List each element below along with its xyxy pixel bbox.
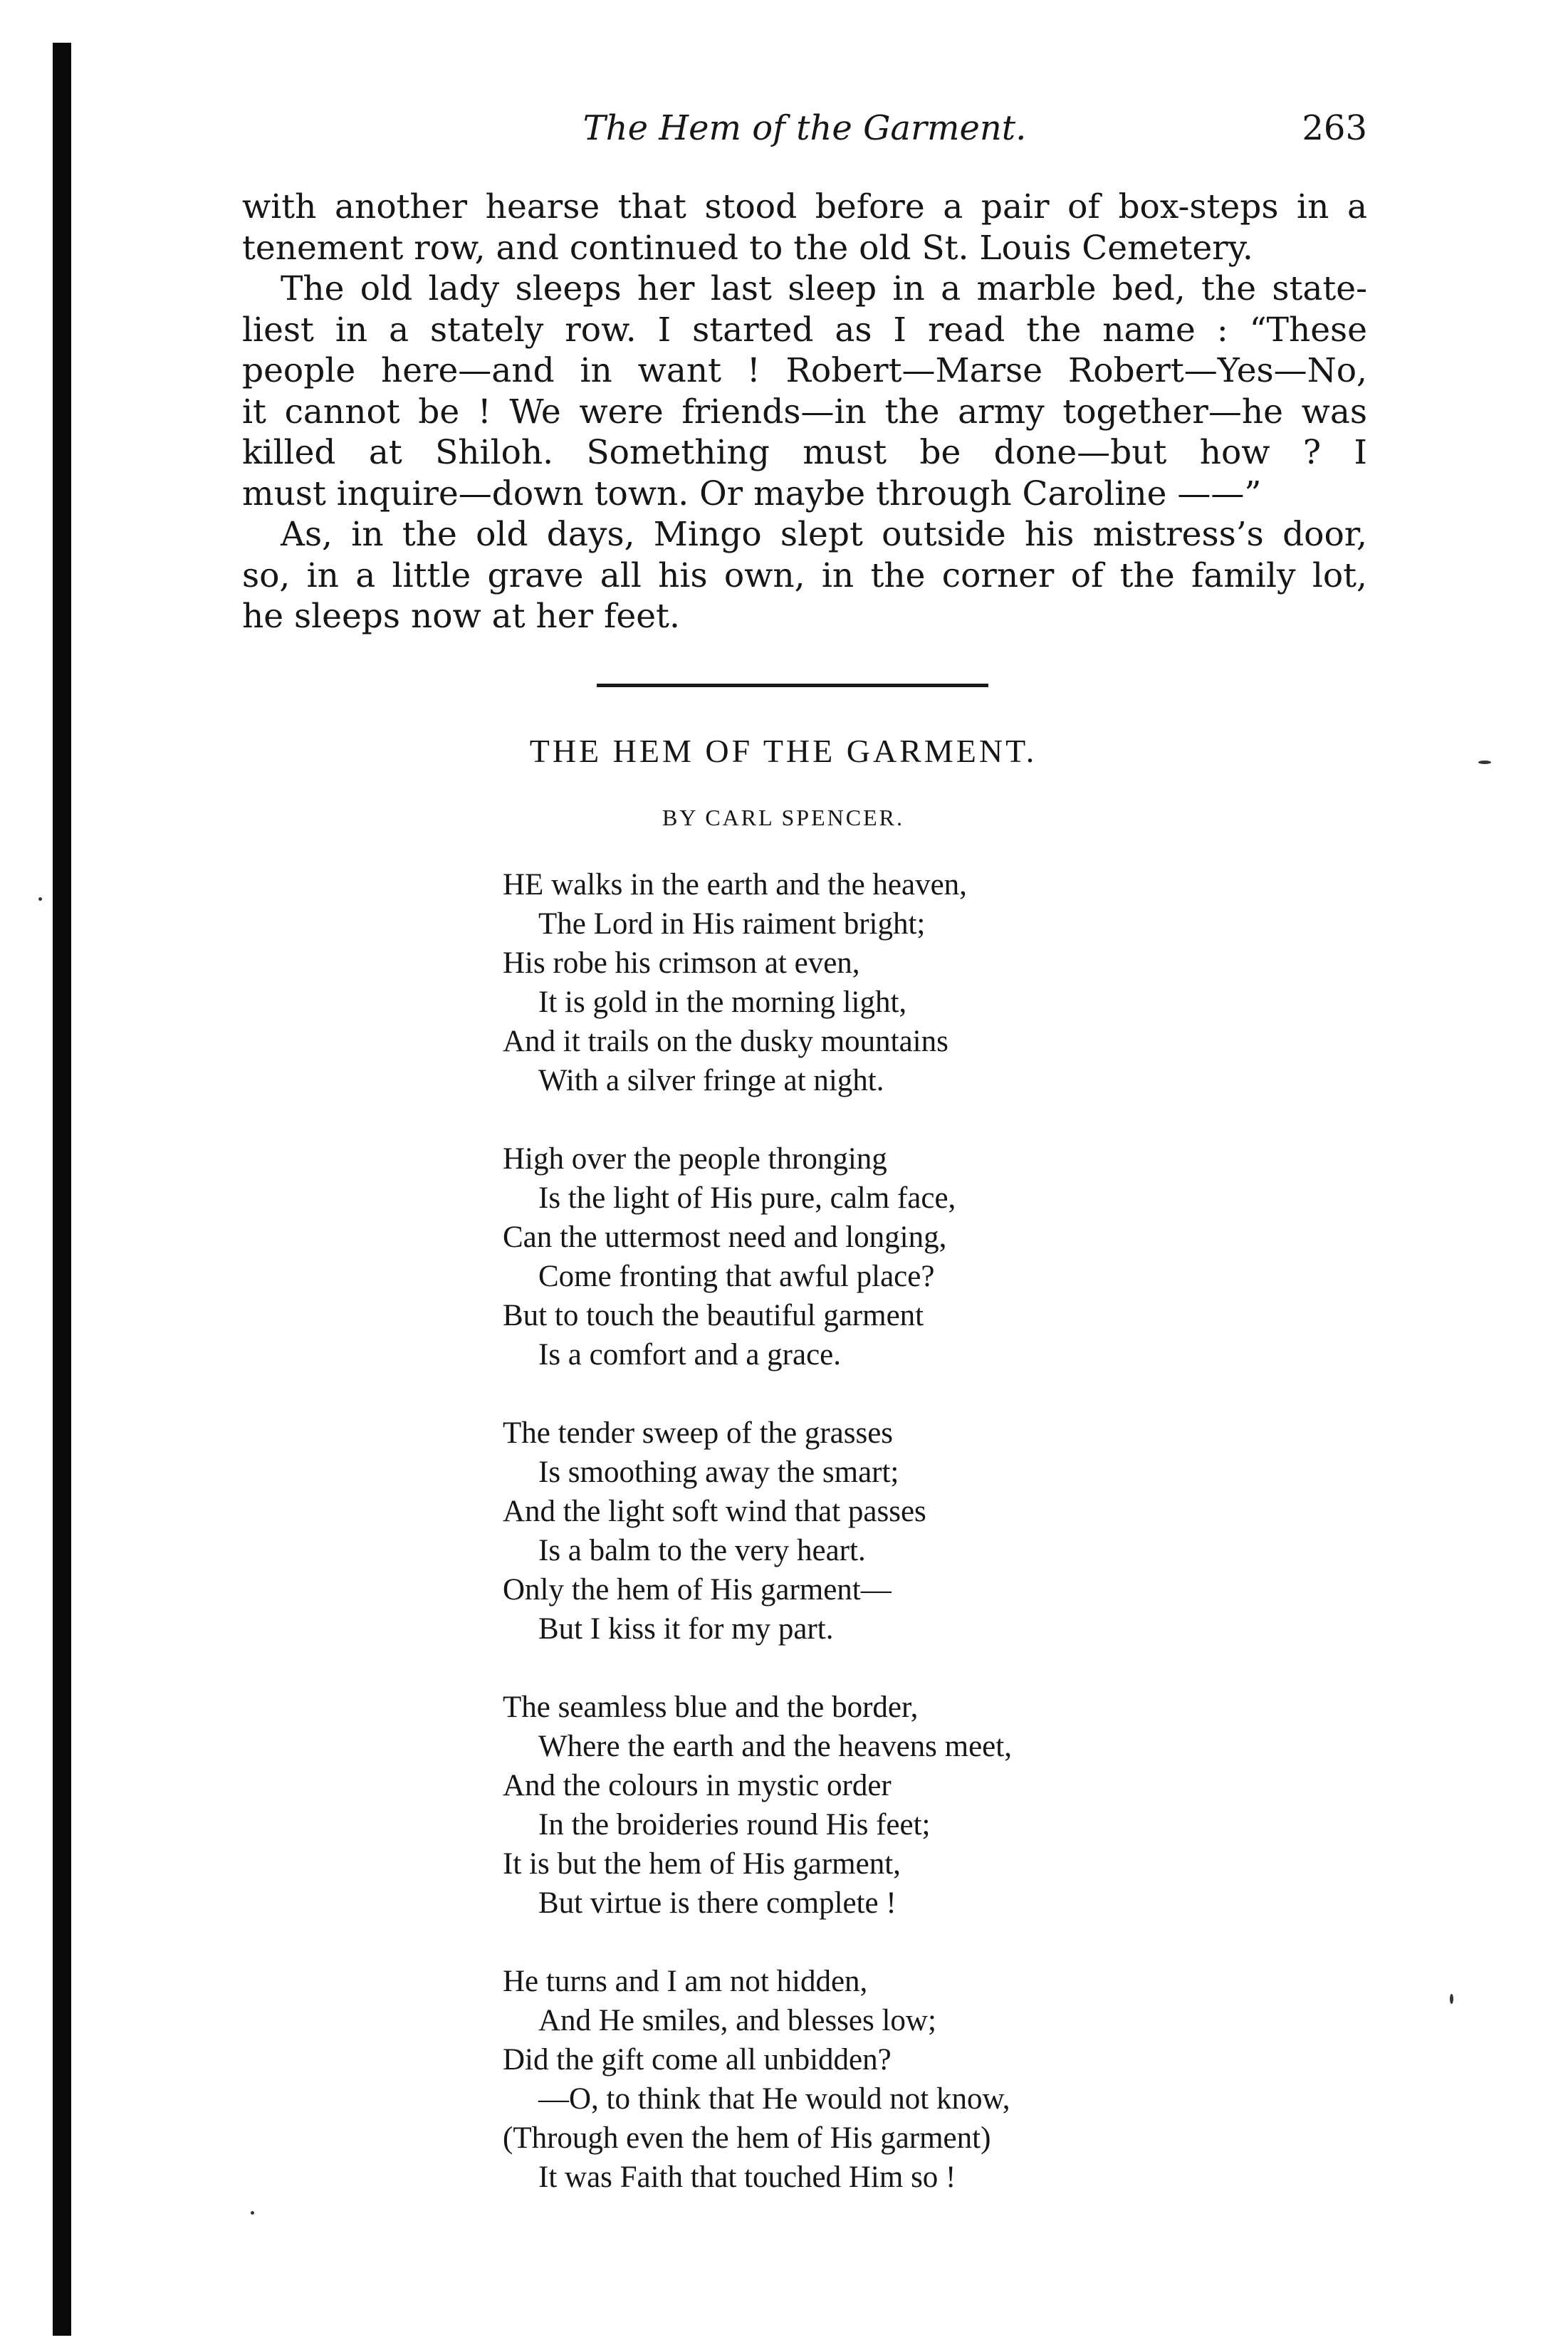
verse-line: It was Faith that touched Him so ! xyxy=(538,2161,956,2194)
page-spine-shadow xyxy=(53,43,71,2336)
running-title: The Hem of the Garment. xyxy=(582,108,1027,148)
stanza xyxy=(503,1139,1428,1374)
prose-line: killed at Shiloh. Something must be done—but how ? I xyxy=(242,433,1367,472)
scan-speck xyxy=(1478,761,1491,764)
verse-line: (Through even the hem of His garment) xyxy=(503,2121,991,2155)
prose-line: must inquire—down town. Or maybe through Caroline ——” xyxy=(242,474,1262,513)
verse-line: But to touch the beautiful garment xyxy=(503,1299,924,1332)
verse-line: It is gold in the morning light, xyxy=(538,986,907,1019)
verse-line: It is but the hem of His garment, xyxy=(503,1847,901,1881)
verse-line: But I kiss it for my part. xyxy=(538,1612,834,1646)
verse-line: With a silver fringe at night. xyxy=(538,1064,884,1097)
running-head xyxy=(242,100,1367,164)
stanza xyxy=(503,1962,1428,2197)
poem-body xyxy=(503,865,1428,2236)
prose-passage xyxy=(242,187,1367,637)
verse-line: Where the earth and the heavens meet, xyxy=(538,1730,1012,1763)
prose-line: tenement row, and continued to the old St. Louis Cemetery. xyxy=(242,228,1253,268)
verse-line: HE walks in the earth and the heaven, xyxy=(503,868,967,902)
poem-author: BY CARL SPENCER. xyxy=(662,805,904,830)
verse-line: Only the hem of His garment— xyxy=(503,1573,892,1607)
verse-line: And it trails on the dusky mountains xyxy=(503,1025,948,1058)
verse-line: Is a comfort and a grace. xyxy=(538,1338,842,1372)
verse-line: And the colours in mystic order xyxy=(503,1769,892,1802)
verse-line: Is smoothing away the smart; xyxy=(538,1456,899,1489)
prose-line: liest in a stately row. I started as I read the name : “These xyxy=(242,310,1367,350)
verse-line: Come fronting that awful place? xyxy=(538,1260,935,1293)
prose-line: people here—and in want ! Robert—Marse Robert—Yes—No, xyxy=(242,351,1367,390)
prose-line: with another hearse that stood before a pair of box-steps in a xyxy=(242,187,1367,226)
page-number: 263 xyxy=(1302,108,1367,148)
stanza xyxy=(503,865,1428,1100)
verse-line: The seamless blue and the border, xyxy=(503,1691,919,1724)
prose-line: The old lady sleeps her last sleep in a marble bed, the state- xyxy=(281,269,1367,308)
prose-line: so, in a little grave all his own, in the corner of the family lot, xyxy=(242,555,1367,595)
stanza xyxy=(503,1414,1428,1649)
verse-line: And the light soft wind that passes xyxy=(503,1495,926,1528)
section-divider xyxy=(597,684,988,687)
poem-title: THE HEM OF THE GARMENT. xyxy=(529,733,1038,769)
verse-line: But virtue is there complete ! xyxy=(538,1886,897,1920)
verse-line: High over the people thronging xyxy=(503,1142,887,1176)
prose-line: it cannot be ! We were friends—in the army together—he was xyxy=(242,392,1367,432)
verse-line: His robe his crimson at even, xyxy=(503,946,860,980)
verse-line: Is a balm to the very heart. xyxy=(538,1534,866,1567)
verse-line: And He smiles, and blesses low; xyxy=(538,2004,936,2037)
verse-line: Did the gift come all unbidden? xyxy=(503,2043,892,2077)
prose-line: As, in the old days, Mingo slept outside his mistress’s door, xyxy=(281,515,1367,554)
verse-line: Can the uttermost need and longing, xyxy=(503,1221,947,1254)
verse-line: Is the light of His pure, calm face, xyxy=(538,1181,956,1215)
verse-line: He turns and I am not hidden, xyxy=(503,1965,868,1998)
verse-line: The Lord in His raiment bright; xyxy=(538,907,926,941)
verse-line: In the broideries round His feet; xyxy=(538,1808,931,1842)
verse-line: —O, to think that He would not know, xyxy=(538,2082,1010,2116)
scan-speck xyxy=(251,2211,254,2215)
stanza xyxy=(503,1688,1428,1923)
scan-speck xyxy=(1450,1994,1453,2004)
prose-line: he sleeps now at her feet. xyxy=(242,597,680,636)
scan-speck xyxy=(38,897,42,901)
verse-line: The tender sweep of the grasses xyxy=(503,1416,894,1450)
